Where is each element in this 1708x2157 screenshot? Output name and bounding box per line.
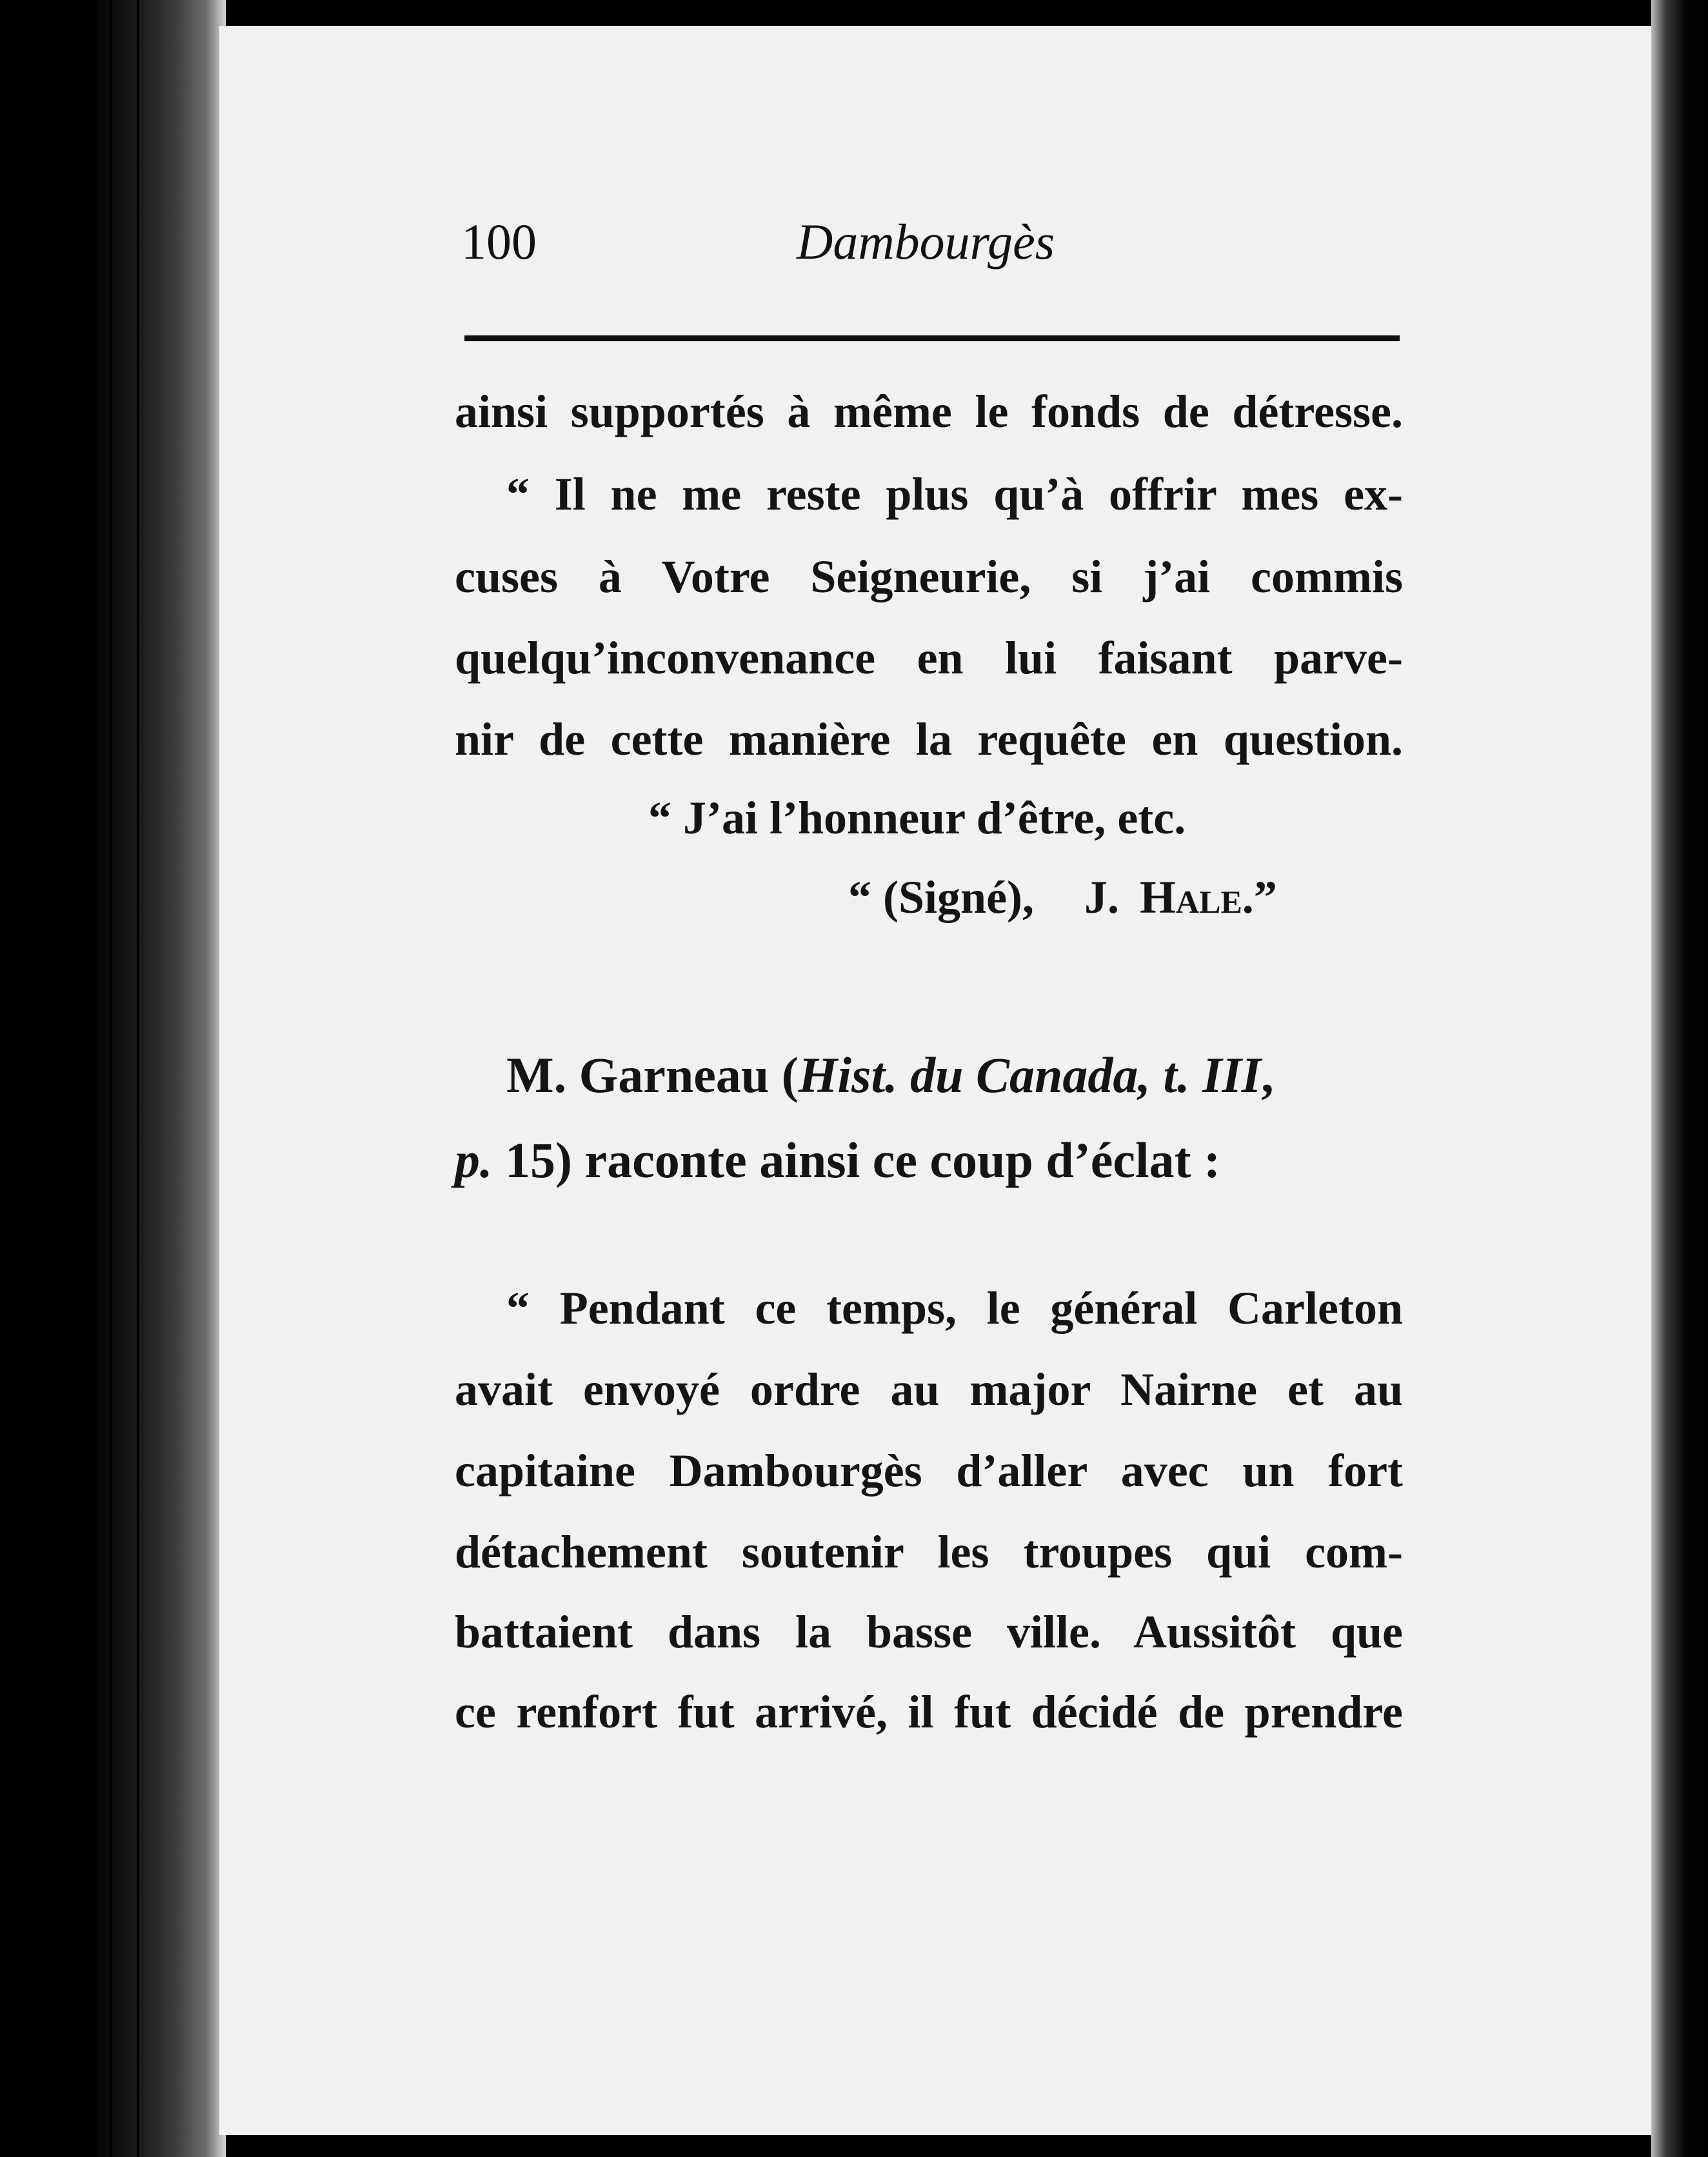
text-line: “ Pendant ce temps, le général Carleton [506,1282,1403,1334]
text-line: cuses à Votre Seigneurie, si j’ai commis [455,551,1403,602]
signature-line [848,871,1277,923]
text-line: capitaine Dambourgès d’aller avec un fort [455,1445,1403,1496]
intro-suffix: , [1261,1047,1274,1103]
binding-edge-line [110,0,112,2157]
intro-prefix: M. Garneau ( [506,1047,799,1103]
right-binding-shadow [1651,0,1708,2157]
intro-line-2 [455,1132,1221,1188]
text-line: quelqu’inconvenance en lui faisant parve- [455,632,1403,684]
left-binding-shadow [97,0,226,2157]
page-abbrev: p. [455,1132,493,1188]
text-line: battaient dans la basse ville. Aussitôt que [455,1606,1403,1658]
binding-edge-line [137,0,139,2157]
signature-name: Hale. [1140,871,1254,923]
signature-initial: J. [1084,871,1119,923]
signature-prefix: “ (Signé), [848,871,1034,923]
text-line: ainsi supportés à même le fonds de détresse. [455,386,1403,437]
text-line: nir de cette manière la requête en question. [455,713,1403,765]
header-rule [464,335,1400,341]
page-number: 100 [461,214,537,270]
text-line: “ Il ne me reste plus qu’à offrir mes ex- [506,468,1403,520]
intro-rest: 15) raconte ainsi ce coup d’éclat : [492,1132,1221,1188]
text-line: ce renfort fut arrivé, il fut décidé de prendre [455,1686,1403,1738]
running-title: Dambourgès [797,214,1055,270]
text-line: avait envoyé ordre au major Nairne et au [455,1364,1403,1415]
signature-close: ” [1253,871,1277,923]
letter-closing: “ J’ai l’honneur d’être, etc. [648,792,1186,844]
running-head [461,213,1396,284]
intro-line-1 [506,1047,1274,1103]
book-reference: Hist. du Canada, t. III [798,1047,1262,1103]
text-line: détachement soutenir les troupes qui com- [455,1526,1403,1578]
